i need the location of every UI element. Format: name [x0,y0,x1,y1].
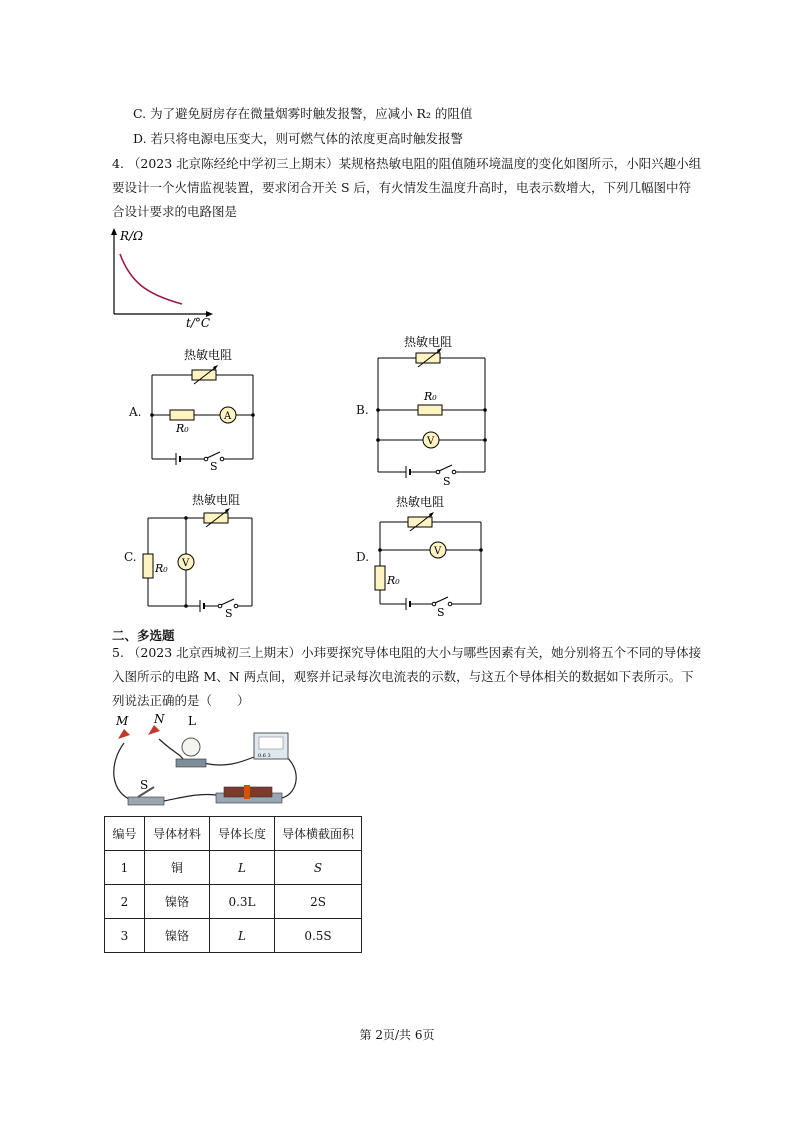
circuit-c [138,490,268,620]
r0-d [375,566,385,590]
experiment-apparatus [104,713,304,813]
svg-text:S: S [225,607,233,620]
thermistor-c [204,513,228,523]
table-header-cell: 导体横截面积 [275,817,362,851]
q5-line2: 入图所示的电路 M、N 两点间，观察并记录每次电流表的示数，与这五个导体相关的数据如下表所示。下 [112,669,694,684]
table-header-row [105,817,362,851]
q5-line1: 5. （2023 北京西城初三上期末）小玮要探究导体电阻的大小与哪些因素有关，她分别将五个不同的导体接 [112,645,702,660]
clip-m [118,729,130,739]
table-cell: 0.3L [210,885,275,919]
thermistor-b [416,353,440,363]
table-cell: 2S [275,885,362,919]
svg-text:N: N [154,713,165,726]
circuit-c-label: C. [124,550,137,564]
table-cell: S [275,851,362,885]
table-header-cell: 导体材料 [145,817,210,851]
table-cell: 3 [105,919,145,953]
page-footer: 第 2页/共 6页 [359,1028,435,1042]
svg-text:R₀: R₀ [424,390,437,403]
thermistor-label-b: 热敏电阻 [404,335,453,349]
thermistor-label-a: 热敏电阻 [184,348,233,362]
table-row [105,919,362,953]
svg-text:V: V [182,558,190,569]
svg-text:S: S [210,460,218,473]
rheostat-slider [244,785,250,799]
clip-n [148,725,160,735]
circuit-d [370,490,494,620]
circuit-b [368,330,498,488]
switch-device [128,797,164,805]
q4-line3: 合设计要求的电路图是 [112,204,238,219]
svg-text:R₀: R₀ [176,422,189,435]
table-header-cell: 编号 [105,817,145,851]
svg-text:S: S [443,475,451,488]
svg-text:M: M [116,714,129,728]
svg-text:L: L [188,714,196,728]
circuit-a [140,343,270,473]
svg-text:R₀: R₀ [387,574,400,587]
table-row [105,885,362,919]
table-cell: 2 [105,885,145,919]
q4-line1: 4. （2023 北京陈经纶中学初三上期末）某规格热敏电阻的阻值随环境温度的变化如图所示，小阳兴趣小组 [112,156,702,171]
option-d-prev: D. 若只将电源电压变大，则可燃气体的浓度更高时触发报警 [133,131,464,146]
table-cell: 0.5S [275,919,362,953]
table-cell: 铜 [145,851,210,885]
table-cell: L [210,919,275,953]
circuit-b-label: B. [356,403,369,417]
q5-line3: 列说法正确的是（ ） [112,693,250,708]
svg-text:0.6 3: 0.6 3 [258,753,271,759]
table-header-cell: 导体长度 [210,817,275,851]
svg-text:R₀: R₀ [155,562,168,575]
table-cell: L [210,851,275,885]
resistance-temperature-graph [100,226,230,332]
circuit-a-label: A. [129,405,142,419]
svg-text:V: V [427,436,435,447]
table-cell: 镍铬 [145,885,210,919]
table-cell: 1 [105,851,145,885]
r0-a [170,410,194,420]
q4-line2: 要设计一个火情监视装置，要求闭合开关 S 后，有火情发生温度升高时，电表示数增大，下列几幅图中符 [112,180,692,195]
option-c-prev: C. 为了避免厨房存在微量烟雾时触发报警，应减小 R₂ 的阻值 [133,106,473,121]
conductor-table [104,816,362,953]
r0-c [143,554,153,578]
r0-b [418,405,442,415]
graph-xlabel: t/°C [186,316,211,330]
bulb [182,738,200,756]
thermistor-label-d: 热敏电阻 [396,495,445,509]
section-title: 二、多选题 [112,628,175,643]
svg-text:V: V [434,546,442,557]
thermistor-d [408,517,432,527]
thermistor-a [192,370,216,380]
circuit-d-label: D. [356,550,370,564]
bulb-base [176,759,206,767]
table-row [105,851,362,885]
svg-text:S: S [437,606,445,619]
svg-text:A: A [224,411,232,422]
thermistor-label-c: 热敏电阻 [192,493,241,507]
svg-text:S: S [140,778,149,792]
graph-ylabel: R/Ω [120,229,144,243]
table-cell: 镍铬 [145,919,210,953]
